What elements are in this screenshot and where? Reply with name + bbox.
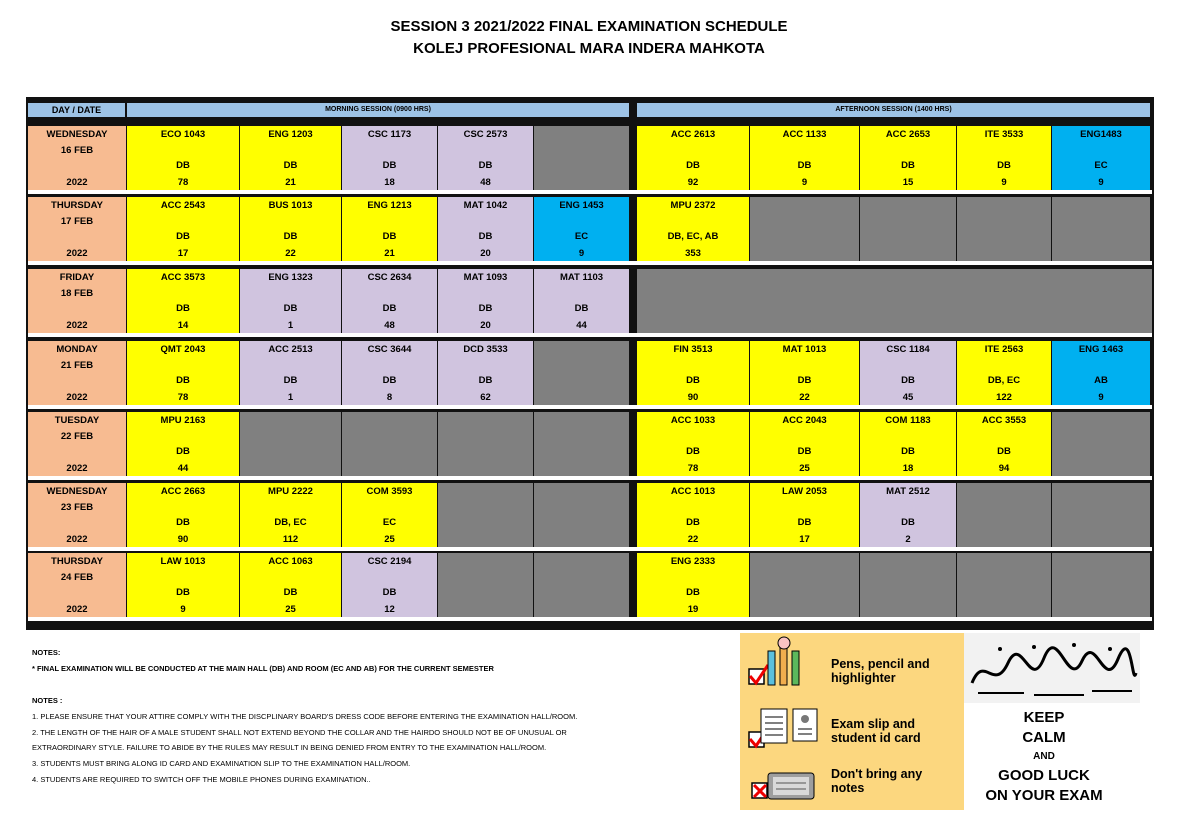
- afternoon-exam-cell: [860, 553, 956, 617]
- student-count: 94: [998, 463, 1010, 474]
- morning-exam-cell: [127, 412, 239, 476]
- exam-room: DB: [382, 587, 397, 598]
- morning-exam-cell: [438, 126, 533, 190]
- student-count: 353: [685, 248, 701, 259]
- day-year: 2022: [66, 604, 88, 615]
- morning-exam-cell: [127, 269, 239, 333]
- student-count: 14: [177, 320, 189, 331]
- calm-text: CALM: [1022, 729, 1066, 746]
- morning-exam-cell: [438, 341, 533, 405]
- student-count: 25: [285, 604, 296, 615]
- afternoon-exam-cell: [860, 483, 956, 547]
- on-your-exam-text: ON YOUR EXAM: [985, 787, 1103, 804]
- course-code: COM 3593: [366, 486, 413, 497]
- exam-room: DB: [478, 375, 493, 386]
- afternoon-exam-cell: [750, 341, 859, 405]
- course-code: LAW 1013: [160, 556, 206, 567]
- exam-room: DB: [797, 160, 812, 171]
- exam-room: DB: [283, 231, 298, 242]
- morning-exam-cell: [342, 126, 437, 190]
- student-count: 44: [576, 320, 587, 331]
- morning-exam-cell: [240, 126, 341, 190]
- student-count: 25: [384, 534, 395, 545]
- morning-exam-cell: [127, 126, 239, 190]
- exam-room: DB: [176, 160, 190, 171]
- exam-room: DB: [901, 375, 915, 386]
- morning-exam-cell: [127, 197, 239, 261]
- student-count: 12: [384, 604, 395, 615]
- day-year: 2022: [66, 463, 88, 474]
- student-count: 90: [687, 392, 699, 403]
- student-count: 20: [480, 248, 491, 259]
- student-count: 62: [480, 392, 491, 403]
- day-date: 21 FEB: [60, 360, 94, 371]
- afternoon-exam-cell: [1052, 483, 1150, 547]
- course-code: MAT 1093: [463, 272, 508, 283]
- student-count: 8: [386, 392, 393, 403]
- afternoon-exam-cell: [637, 483, 749, 547]
- afternoon-exam-cell: [637, 126, 749, 190]
- student-count: 78: [177, 177, 189, 188]
- morning-exam-cell: [534, 553, 629, 617]
- day-cell: [28, 483, 126, 547]
- student-count: 1: [287, 392, 294, 403]
- student-count: 9: [1001, 177, 1007, 188]
- day-cell: [28, 553, 126, 617]
- afternoon-exam-cell: [957, 412, 1051, 476]
- afternoon-exam-cell: [637, 553, 749, 617]
- course-code: MAT 1042: [463, 200, 508, 211]
- day-year: 2022: [66, 248, 88, 259]
- day-name: THURSDAY: [51, 200, 103, 211]
- day-date: 24 FEB: [60, 572, 94, 583]
- morning-exam-cell: [534, 197, 629, 261]
- day-cell: [28, 126, 126, 190]
- exam-room: DB: [382, 303, 397, 314]
- course-code: CSC 1184: [886, 344, 930, 355]
- exam-slip-icon: [761, 709, 787, 743]
- morning-exam-cell: [127, 483, 239, 547]
- student-count: 22: [687, 534, 699, 545]
- course-code: MAT 1013: [782, 344, 827, 355]
- student-count: 21: [285, 177, 296, 188]
- pens-icon: [768, 637, 799, 685]
- course-code: ITE 3533: [984, 129, 1024, 140]
- afternoon-exam-cell: [637, 341, 749, 405]
- day-name: FRIDAY: [59, 272, 95, 283]
- afternoon-exam-cell: [860, 197, 956, 261]
- reminder-slip: Exam slip and student id card: [831, 717, 921, 745]
- notes-venue-line: * FINAL EXAMINATION WILL BE CONDUCTED AT THE MAIN HALL (DB) AND ROOM (EC AND AB) FOR THE CURRENT SEMESTER: [32, 664, 494, 673]
- afternoon-exam-cell: [860, 412, 956, 476]
- course-code: ACC 2513: [268, 344, 313, 355]
- course-code: ENG1483: [1080, 129, 1122, 140]
- exam-reminder-box: [740, 633, 964, 810]
- course-code: MPU 2163: [160, 415, 206, 426]
- course-code: DCD 3533: [463, 344, 508, 355]
- student-count: 2: [905, 534, 911, 545]
- good-luck-box: [964, 633, 1144, 810]
- row-divider: [28, 405, 1152, 409]
- afternoon-exam-cell: [750, 412, 859, 476]
- student-count: 15: [902, 177, 914, 188]
- exam-room: EC: [574, 231, 589, 242]
- student-count: 44: [177, 463, 189, 474]
- morning-exam-cell: [240, 553, 341, 617]
- afternoon-exam-cell: [957, 126, 1051, 190]
- student-count: 48: [480, 177, 491, 188]
- course-code: COM 1183: [885, 415, 931, 426]
- afternoon-exam-cell: [860, 126, 956, 190]
- course-code: ACC 2043: [782, 415, 827, 426]
- course-code: FIN 3513: [673, 344, 713, 355]
- day-year: 2022: [66, 534, 88, 545]
- exam-room: DB: [478, 160, 493, 171]
- day-year: 2022: [66, 177, 88, 188]
- morning-exam-cell: [534, 412, 629, 476]
- exam-room: DB: [686, 446, 700, 457]
- exam-room: DB: [797, 446, 812, 457]
- morning-exam-cell: [127, 341, 239, 405]
- afternoon-exam-cell: [750, 126, 859, 190]
- row-divider: [28, 476, 1152, 480]
- student-count: 18: [384, 177, 395, 188]
- exam-room: DB: [283, 160, 298, 171]
- course-code: ENG 1213: [367, 200, 412, 211]
- exam-room: DB: [997, 160, 1011, 171]
- college-name: KOLEJ PROFESIONAL MARA INDERA MAHKOTA: [413, 40, 765, 57]
- student-count: 1: [287, 320, 294, 331]
- course-code: CSC 2634: [367, 272, 412, 283]
- course-code: MPU 2222: [268, 486, 313, 497]
- student-count: 9: [578, 248, 585, 259]
- course-code: ACC 1133: [782, 129, 827, 140]
- afternoon-exam-cell: [860, 341, 956, 405]
- afternoon-exam-cell: [750, 197, 859, 261]
- id-card-icon: [793, 709, 817, 741]
- exam-room: DB, EC, AB: [667, 231, 719, 242]
- exam-room: DB: [574, 303, 589, 314]
- check-icon: [749, 665, 768, 684]
- student-count: 92: [687, 177, 699, 188]
- note-item: 1. PLEASE ENSURE THAT YOUR ATTIRE COMPLY WITH THE DISCPLINARY BOARD'S DRESS CODE BEFORE ENTERING THE EXAMINATION HALL/ROOM.: [32, 712, 578, 721]
- exam-room: DB: [901, 160, 915, 171]
- morning-exam-cell: [438, 553, 533, 617]
- morning-exam-cell: [240, 341, 341, 405]
- day-name: WEDNESDAY: [46, 486, 108, 497]
- afternoon-exam-cell: [957, 341, 1051, 405]
- and-text: AND: [1033, 751, 1055, 762]
- course-code: ENG 1203: [268, 129, 313, 140]
- student-count: 22: [799, 392, 810, 403]
- morning-exam-cell: [240, 483, 341, 547]
- course-code: ENG 1453: [559, 200, 604, 211]
- course-code: ENG 1463: [1078, 344, 1124, 355]
- morning-exam-cell: [342, 483, 437, 547]
- student-count: 9: [1098, 177, 1104, 188]
- day-date: 22 FEB: [60, 431, 94, 442]
- exam-room: DB: [283, 587, 298, 598]
- day-year: 2022: [66, 320, 88, 331]
- keep-text: KEEP: [1023, 709, 1065, 726]
- student-count: 18: [902, 463, 914, 474]
- exam-room: DB: [283, 303, 298, 314]
- day-date: 17 FEB: [60, 216, 94, 227]
- student-count: 20: [480, 320, 491, 331]
- notes-heading-rules: NOTES :: [32, 696, 63, 705]
- morning-exam-cell: [534, 269, 629, 333]
- afternoon-exam-cell: [1052, 341, 1150, 405]
- afternoon-exam-cell: [1052, 197, 1150, 261]
- morning-session-header: MORNING SESSION (0900 HRS): [127, 103, 629, 117]
- exam-room: DB: [478, 303, 493, 314]
- exam-room: DB: [176, 587, 190, 598]
- afternoon-exam-cell: [750, 553, 859, 617]
- exam-room: DB: [901, 517, 915, 528]
- row-divider: [28, 333, 1152, 337]
- student-count: 48: [384, 320, 395, 331]
- afternoon-exam-cell: [957, 553, 1051, 617]
- course-code: ACC 1013: [670, 486, 716, 497]
- course-code: ACC 2543: [160, 200, 206, 211]
- student-count: 9: [180, 604, 186, 615]
- course-code: MAT 1103: [559, 272, 604, 283]
- arabic-calligraphy-icon: [964, 633, 1140, 703]
- course-code: ACC 2663: [160, 486, 206, 497]
- afternoon-exam-cell: [750, 483, 859, 547]
- afternoon-empty-cell: [637, 269, 1152, 333]
- exam-room: DB: [382, 231, 397, 242]
- morning-exam-cell: [342, 197, 437, 261]
- course-code: ENG 2333: [670, 556, 716, 567]
- course-code: ACC 2613: [670, 129, 716, 140]
- afternoon-exam-cell: [637, 197, 749, 261]
- student-count: 9: [801, 177, 808, 188]
- exam-room: DB: [686, 587, 700, 598]
- student-count: 19: [687, 604, 699, 615]
- good-luck-text: GOOD LUCK: [998, 767, 1090, 784]
- student-count: 22: [285, 248, 296, 259]
- afternoon-exam-cell: [957, 483, 1051, 547]
- day-name: THURSDAY: [51, 556, 103, 567]
- course-code: ACC 3553: [981, 415, 1027, 426]
- course-code: ACC 2653: [885, 129, 931, 140]
- morning-exam-cell: [534, 126, 629, 190]
- student-count: 17: [177, 248, 189, 259]
- afternoon-exam-cell: [1052, 553, 1150, 617]
- student-count: 78: [177, 392, 189, 403]
- phone-notes-icon: [768, 773, 814, 799]
- exam-room: DB: [176, 303, 190, 314]
- afternoon-exam-cell: [957, 197, 1051, 261]
- day-cell: [28, 412, 126, 476]
- exam-room: DB: [686, 160, 700, 171]
- day-cell: [28, 197, 126, 261]
- day-date: 16 FEB: [60, 145, 94, 156]
- course-code: CSC 2573: [463, 129, 508, 140]
- course-code: CSC 1173: [367, 129, 412, 140]
- course-code: ACC 3573: [160, 272, 206, 283]
- course-code: QMT 2043: [160, 344, 206, 355]
- day-name: WEDNESDAY: [46, 129, 108, 140]
- note-item: 4. STUDENTS ARE REQUIRED TO SWITCH OFF THE MOBILE PHONES DURING EXAMINATION..: [32, 775, 371, 784]
- day-name: MONDAY: [56, 344, 98, 355]
- exam-schedule-table: [26, 97, 1154, 630]
- student-count: 78: [687, 463, 699, 474]
- day-cell: [28, 269, 126, 333]
- morning-exam-cell: [534, 483, 629, 547]
- note-item: 2. THE LENGTH OF THE HAIR OF A MALE STUDENT SHALL NOT EXTEND BEYOND THE COLLAR AND THE HAIRDO SHOULD NOT BE OF UNUSUAL OR: [32, 728, 567, 737]
- exam-room: DB: [176, 446, 190, 457]
- student-count: 21: [384, 248, 395, 259]
- course-code: ITE 2563: [984, 344, 1024, 355]
- morning-exam-cell: [342, 553, 437, 617]
- morning-exam-cell: [342, 341, 437, 405]
- morning-exam-cell: [438, 269, 533, 333]
- exam-room: DB: [797, 517, 812, 528]
- course-code: ENG 1323: [268, 272, 313, 283]
- morning-exam-cell: [240, 269, 341, 333]
- row-divider: [28, 190, 1152, 194]
- note-item: 3. STUDENTS MUST BRING ALONG ID CARD AND EXAMINATION SLIP TO THE EXAMINATION HALL/ROOM.: [32, 759, 411, 768]
- afternoon-exam-cell: [1052, 412, 1150, 476]
- exam-room: DB: [478, 231, 493, 242]
- morning-exam-cell: [342, 269, 437, 333]
- day-name: TUESDAY: [54, 415, 100, 426]
- exam-room: DB: [686, 375, 700, 386]
- student-count: 17: [799, 534, 810, 545]
- exam-room: AB: [1094, 375, 1108, 386]
- exam-room: DB: [797, 375, 812, 386]
- exam-room: DB, EC: [274, 517, 307, 528]
- exam-room: DB: [901, 446, 915, 457]
- student-count: 9: [1098, 392, 1104, 403]
- exam-room: DB: [176, 375, 190, 386]
- course-code: CSC 2194: [367, 556, 412, 567]
- morning-exam-cell: [438, 412, 533, 476]
- exam-room: DB: [176, 517, 190, 528]
- exam-room: DB: [283, 375, 298, 386]
- afternoon-exam-cell: [1052, 126, 1150, 190]
- day-year: 2022: [66, 392, 88, 403]
- morning-exam-cell: [438, 197, 533, 261]
- day-cell: [28, 341, 126, 405]
- note-item: EXTRAORDINARY STYLE. FAILURE TO ABIDE BY THE RULES MAY RESULT IN BEING DENIED FROM ENTRY TO THE EXAMINATION HALL/ROOM.: [32, 743, 547, 752]
- afternoon-exam-cell: [637, 412, 749, 476]
- student-count: 90: [177, 534, 189, 545]
- course-code: ACC 1033: [670, 415, 716, 426]
- exam-room: DB: [997, 446, 1011, 457]
- student-count: 25: [799, 463, 810, 474]
- course-code: LAW 2053: [782, 486, 827, 497]
- course-code: MAT 2512: [886, 486, 930, 497]
- course-code: ECO 1043: [160, 129, 206, 140]
- row-divider: [28, 261, 1152, 265]
- course-code: ACC 1063: [268, 556, 313, 567]
- notes-heading: NOTES:: [32, 648, 61, 657]
- student-count: 122: [996, 392, 1012, 403]
- exam-room: EC: [1094, 160, 1108, 171]
- day-date: 23 FEB: [60, 502, 94, 513]
- student-count: 112: [282, 534, 299, 545]
- exam-room: DB: [382, 160, 397, 171]
- course-code: MPU 2372: [670, 200, 716, 211]
- reminder-pens: Pens, pencil and highlighter: [831, 657, 930, 685]
- day-date-header: DAY / DATE: [28, 103, 125, 117]
- exam-room: DB: [176, 231, 190, 242]
- day-date: 18 FEB: [60, 288, 94, 299]
- morning-exam-cell: [342, 412, 437, 476]
- row-divider: [28, 617, 1152, 621]
- page-title: SESSION 3 2021/2022 FINAL EXAMINATION SCHEDULE: [390, 18, 788, 35]
- morning-exam-cell: [240, 412, 341, 476]
- student-count: 45: [902, 392, 914, 403]
- reminder-notes: Don't bring any notes: [831, 767, 923, 795]
- exam-room: DB, EC: [987, 375, 1021, 386]
- morning-exam-cell: [240, 197, 341, 261]
- course-code: CSC 3644: [367, 344, 412, 355]
- exam-room: EC: [382, 517, 397, 528]
- afternoon-session-header: AFTERNOON SESSION (1400 HRS): [637, 103, 1150, 117]
- exam-room: DB: [382, 375, 397, 386]
- morning-exam-cell: [127, 553, 239, 617]
- row-divider: [28, 547, 1152, 551]
- cross-icon: [752, 783, 767, 798]
- morning-exam-cell: [534, 341, 629, 405]
- course-code: BUS 1013: [268, 200, 313, 211]
- morning-exam-cell: [438, 483, 533, 547]
- exam-room: DB: [686, 517, 700, 528]
